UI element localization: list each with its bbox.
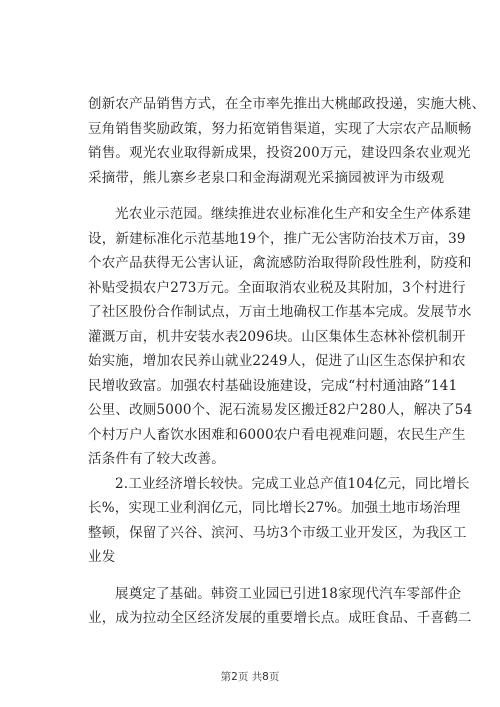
text-line: 创新农产品销售方式，在全市率先推出大桃邮政投递，实施大桃、	[88, 96, 486, 112]
text-line: 业，成为拉动全区经济发展的重要增长点。成旺食品、千喜鹤二	[88, 610, 472, 626]
text-line: 始实施，增加农民养山就业2249人，促进了山区生态保护和农	[88, 353, 466, 369]
text-line: 了社区股份合作制试点，万亩土地确权工作基本完成。发展节水	[88, 304, 472, 320]
page-break-gap	[88, 190, 412, 202]
text-line: 民增收致富。加强农村基础设施建设，完成“村村通油路”141	[88, 377, 458, 394]
text-line: 补贴受损农户273万元。全面取消农业税及其附加，3个村进行	[88, 279, 466, 296]
page-number-footer: 第2页 共8页	[220, 671, 280, 683]
text-line: 设，新建标准化示范基地19个，推广无公害防治技术万亩，39	[88, 230, 466, 247]
text-line: 采摘带，熊儿寨乡老泉口和金海湖观光采摘园被评为市级观	[88, 169, 445, 186]
text-line: 业发	[88, 549, 116, 565]
text-line: 灌溉万亩，机井安装水表2096块。山区集体生态林补偿机制开	[88, 328, 466, 345]
text-line: 个农产品获得无公害认证，禽流感防治取得阶段性胜利，防疫和	[88, 255, 472, 271]
text-line: 长%，实现工业利润亿元，同比增长27%。加强土地市场治理	[88, 500, 461, 516]
text-line: 活条件有了较大改善。	[88, 451, 225, 467]
text-line: 2.工业经济增长较快。完成工业总产值104亿元，同比增长	[115, 475, 470, 492]
document-body	[88, 92, 486, 631]
text-line: 光农业示范园。继续推进农业标准化生产和安全生产体系建	[115, 206, 472, 222]
text-line: 销售。观光农业取得新成果，投资200万元，建设四条农业观光	[88, 145, 471, 161]
page-break-gap	[88, 570, 412, 582]
text-line: 公里、改厕5000个、泥石流易发区搬迁82户280人，解决了54	[88, 402, 473, 418]
text-line: 整顿，保留了兴谷、滨河、马坊3个市级工业开发区，为我区工	[88, 524, 467, 541]
text-line: 豆角销售奖励政策，努力拓宽销售渠道，实现了大宗农产品顺畅	[88, 120, 472, 137]
text-line: 个村万户人畜饮水困难和6000农户看电视难问题，农民生产生	[88, 426, 466, 443]
text-line: 展奠定了基础。韩资工业园已引进18家现代汽车零部件企	[115, 585, 462, 602]
